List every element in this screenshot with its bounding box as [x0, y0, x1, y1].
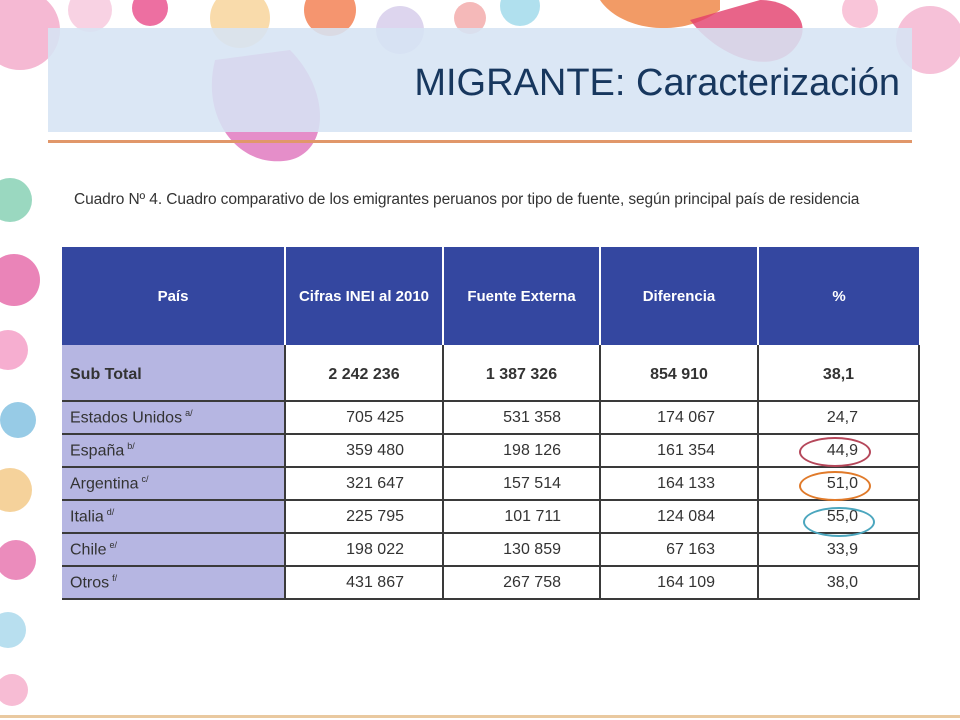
footnote-mark: d/	[106, 506, 115, 517]
highlight-ellipse-italia	[803, 507, 875, 537]
header-externa: Fuente Externa	[443, 247, 600, 345]
footnote-mark: f/	[112, 572, 118, 583]
cell-externa: 531 358	[443, 401, 600, 434]
cell-pais	[62, 434, 285, 467]
cell-externa: 101 711	[443, 500, 600, 533]
country-name: Sub Total	[70, 365, 142, 383]
cell-inei: 2 242 236	[285, 345, 443, 401]
header-inei: Cifras INEI al 2010	[285, 247, 443, 345]
footnote-mark: b/	[127, 440, 135, 451]
table-caption: Cuadro Nº 4. Cuadro comparativo de los emigrantes peruanos por tipo de fuente, según principal país de residencia	[74, 191, 860, 208]
cell-externa: 198 126	[443, 434, 600, 467]
cell-inei: 359 480	[285, 434, 443, 467]
footnote-mark: e/	[109, 539, 117, 550]
table-row	[62, 401, 919, 434]
country-name: Estados Unidos	[70, 409, 183, 427]
title-divider	[48, 140, 912, 143]
table-header-row	[62, 247, 919, 345]
cell-pct: 51,0	[758, 467, 919, 500]
cell-pct: 44,9	[758, 434, 919, 467]
cell-pais	[62, 467, 285, 500]
cell-pct: 55,0	[758, 500, 919, 533]
country-name: España	[70, 442, 125, 460]
cell-pais	[62, 345, 285, 401]
table-row	[62, 434, 919, 467]
header-diferencia: Diferencia	[600, 247, 758, 345]
country-name: Argentina	[70, 475, 139, 493]
cell-diferencia: 124 084	[600, 500, 758, 533]
country-name: Italia	[70, 508, 104, 526]
header-pais: País	[62, 247, 285, 345]
cell-pais	[62, 401, 285, 434]
cell-diferencia: 67 163	[600, 533, 758, 566]
country-name: Otros	[70, 574, 110, 592]
cell-externa: 1 387 326	[443, 345, 600, 401]
table-row	[62, 566, 919, 599]
cell-diferencia: 164 133	[600, 467, 758, 500]
table-row	[62, 533, 919, 566]
cell-externa: 130 859	[443, 533, 600, 566]
table-row	[62, 467, 919, 500]
highlight-ellipse-argentina	[799, 471, 871, 501]
cell-externa: 157 514	[443, 467, 600, 500]
cell-diferencia: 161 354	[600, 434, 758, 467]
bottom-divider	[0, 715, 960, 718]
table-row	[62, 500, 919, 533]
cell-inei: 431 867	[285, 566, 443, 599]
cell-pct: 38,1	[758, 345, 919, 401]
cell-inei: 225 795	[285, 500, 443, 533]
footnote-mark: a/	[185, 407, 193, 418]
cell-diferencia: 174 067	[600, 401, 758, 434]
cell-externa: 267 758	[443, 566, 600, 599]
cell-inei: 705 425	[285, 401, 443, 434]
cell-diferencia: 854 910	[600, 345, 758, 401]
slide-title: MIGRANTE: Caracterización	[414, 62, 900, 104]
cell-pct: 33,9	[758, 533, 919, 566]
table-row-subtotal	[62, 345, 919, 401]
footnote-mark: c/	[141, 473, 149, 484]
header-pct: %	[758, 247, 919, 345]
cell-inei: 321 647	[285, 467, 443, 500]
cell-pct: 24,7	[758, 401, 919, 434]
cell-pais	[62, 566, 285, 599]
highlight-ellipse-espana	[799, 437, 871, 467]
cell-pais	[62, 533, 285, 566]
cell-pais	[62, 500, 285, 533]
country-name: Chile	[70, 541, 107, 559]
emigrants-table	[62, 247, 920, 600]
cell-pct: 38,0	[758, 566, 919, 599]
cell-inei: 198 022	[285, 533, 443, 566]
cell-diferencia: 164 109	[600, 566, 758, 599]
